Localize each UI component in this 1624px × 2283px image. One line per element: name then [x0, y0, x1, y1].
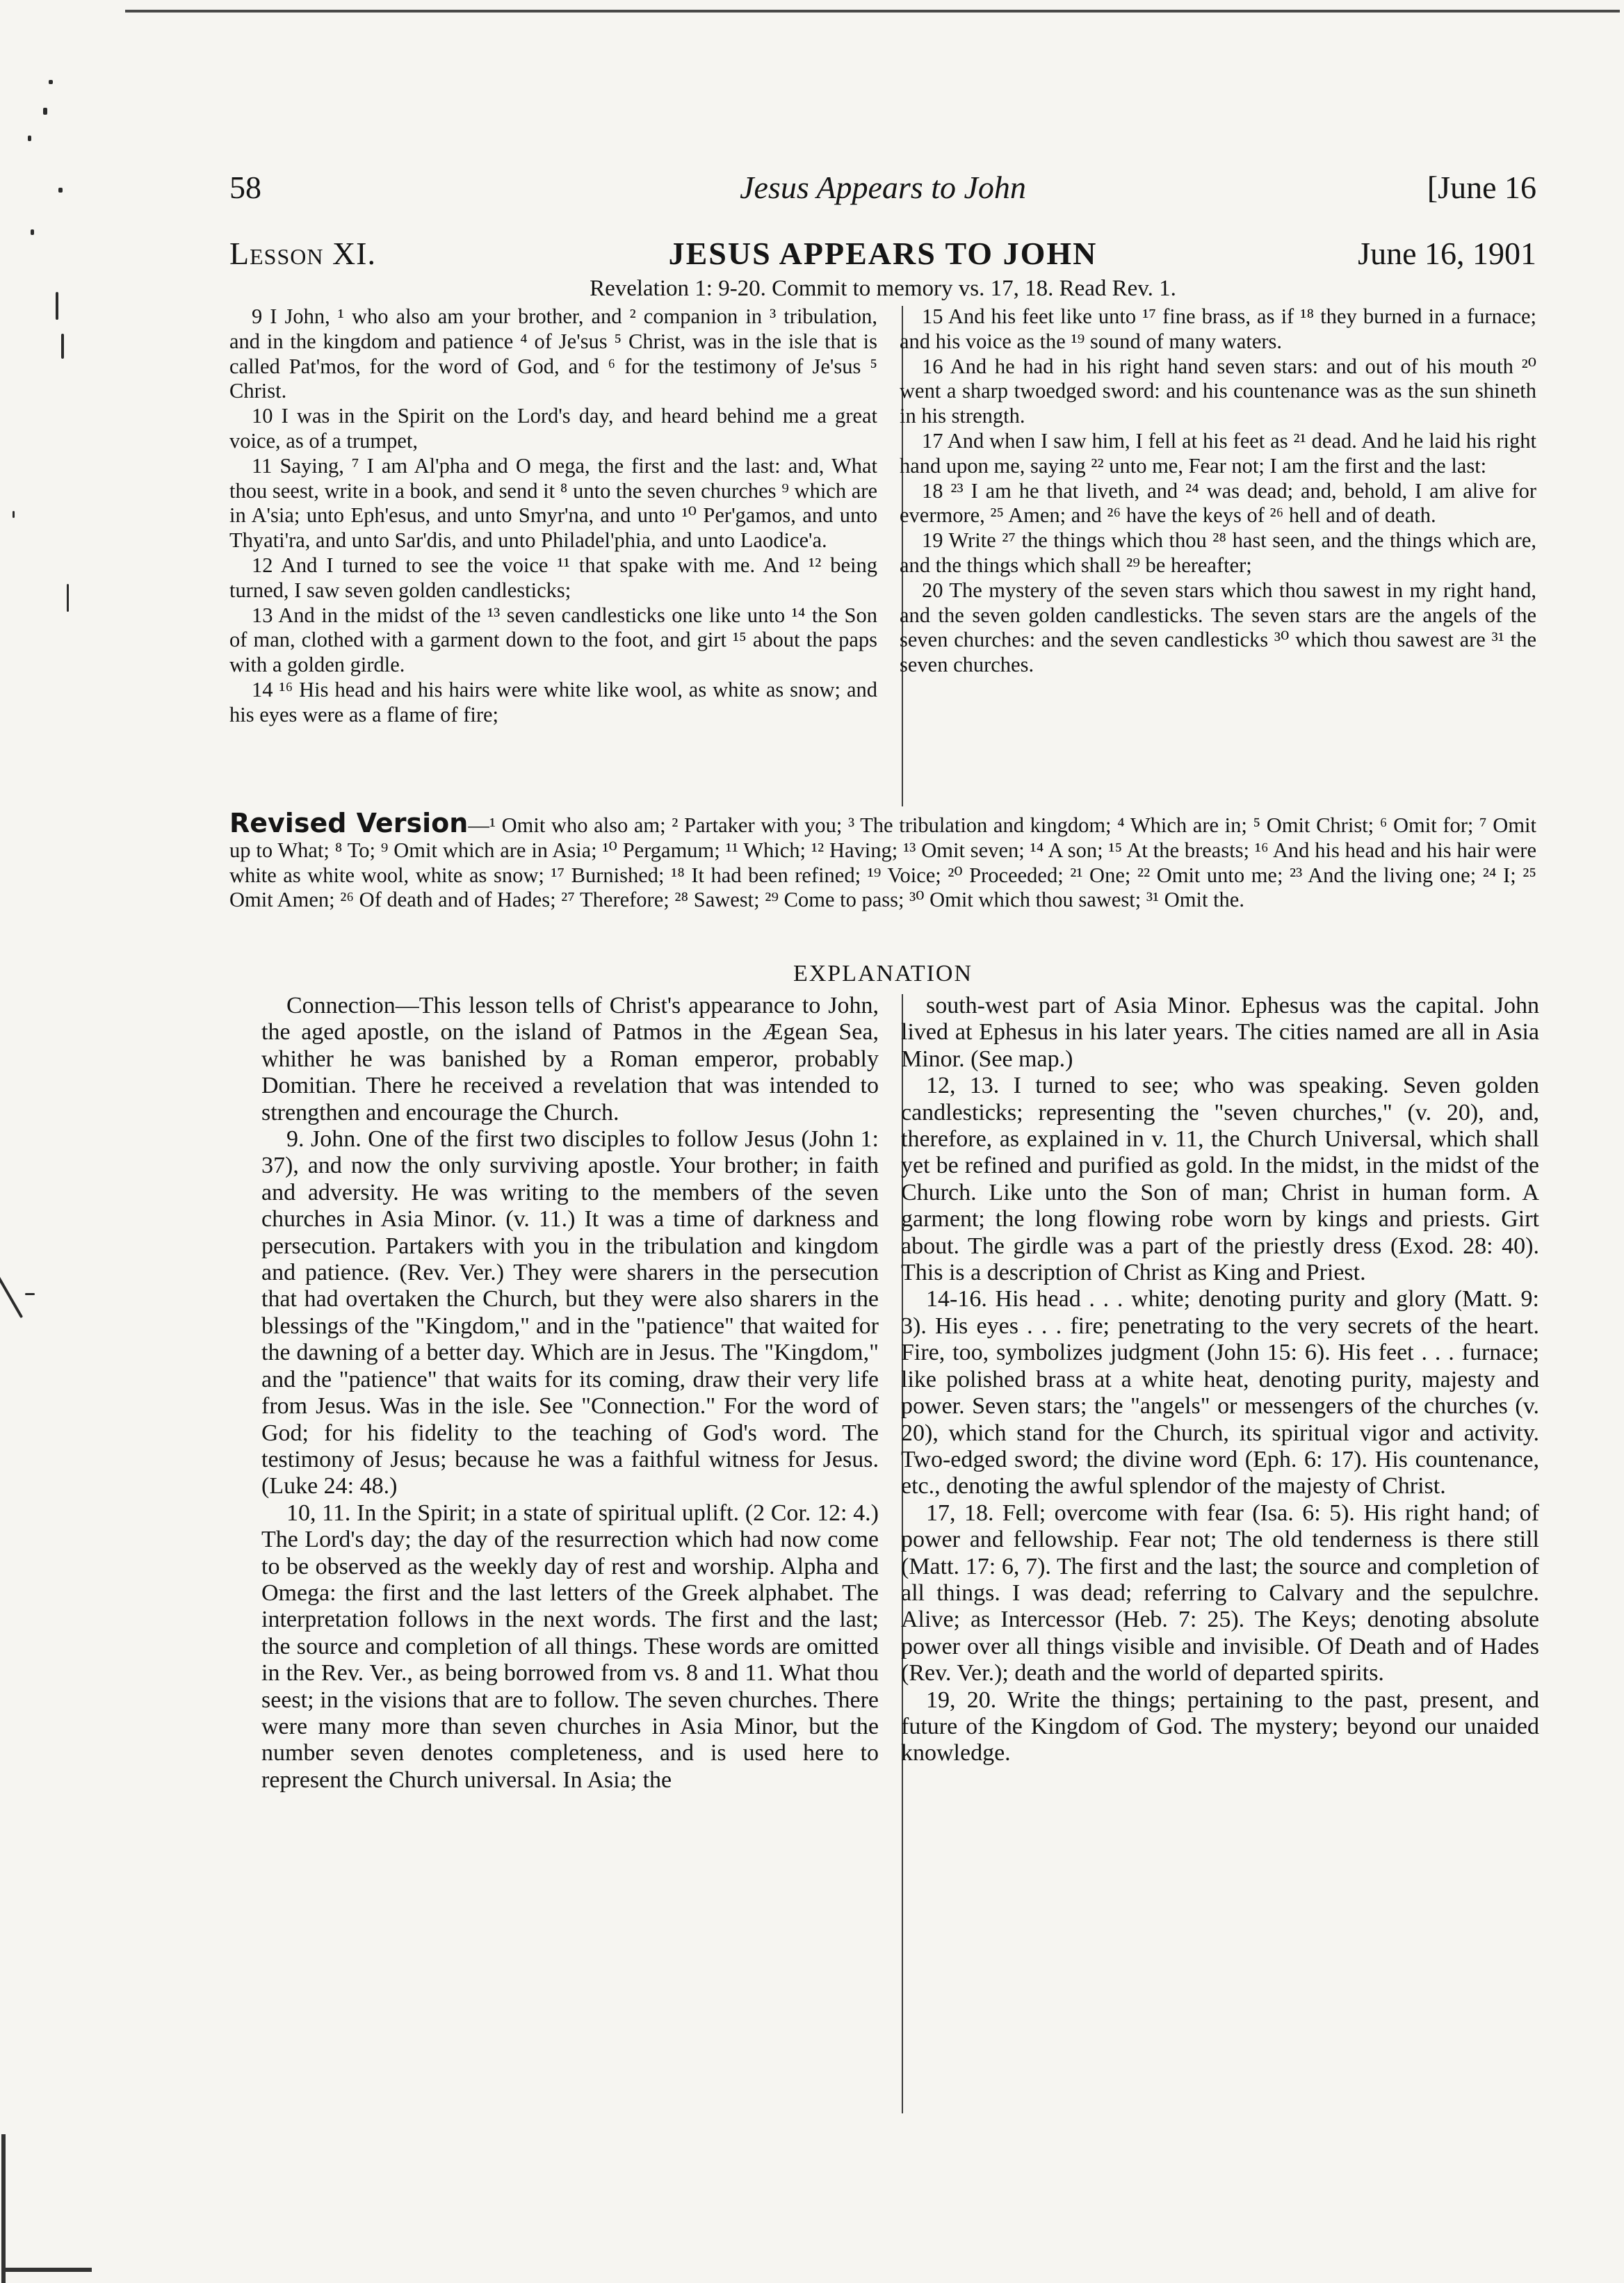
lesson-title: JESUS APPEARS TO JOHN [668, 236, 1098, 271]
verse: 10 I was in the Spirit on the Lord's day, and heard behind me a great voice, as of a trumpet, [229, 404, 877, 453]
explanation-right-column [901, 993, 1539, 1767]
scripture-left-column [229, 304, 877, 728]
binding-edge-base [1, 2268, 92, 2272]
explanation-paragraph: south-west part of Asia Minor. Ephesus was the capital. John lived at Ephesus in his later years. The cities named are all in Asia Minor. (See map.) [901, 993, 1539, 1072]
revised-version-text: —¹ Omit who also am; ² Partaker with you; ³ The tribulation and kingdom; ⁴ Which are in; ⁵ Omit Christ; ⁶ Omit for; ⁷ Omit up to What; ⁸ To; ⁹ Omit which are in Asia; ¹⁰ Pergamum; ¹¹ Which; ¹² Having; ¹³ Omit seven; ¹⁴ A son; ¹⁵ At the breasts; ¹⁶ And his head and his hair were white as white wool, white as snow; ¹⁷ Burnished; ¹⁸ It had been refined; ¹⁹ Voice; ²⁰ Proceeded; ²¹ One; ²² Omit unto me; ²³ And the living one; ²⁴ I; ²⁵ Omit Amen; ²⁶ Of death and of Hades; ²⁷ Therefore; ²⁸ Sawest; ²⁹ Come to pass; ³⁰ Omit which thou sawest; ³¹ Omit the. [229, 813, 1537, 912]
verse: 14 ¹⁶ His head and his hairs were white like wool, as white as snow; and his eyes were as a flame of fire; [229, 677, 877, 726]
verse: 19 Write ²⁷ the things which thou ²⁸ hast seen, and the things which are, and the things which shall ²⁹ be hereafter; [900, 528, 1536, 577]
verse: 11 Saying, ⁷ I am Al'pha and O mega, the first and the last: and, What thou seest, write in a book, and send it ⁸ unto the seven churches ⁹ which are in A'sia; unto Eph'esus, and unto Smyr'na, and unto ¹⁰ Per'gamos, and unto Thyati'ra, and unto Sar'dis, and unto Philadel'phia, and unto Laodice'a. [229, 453, 877, 553]
page-number: 58 [229, 170, 261, 205]
verse: 18 ²³ I am he that liveth, and ²⁴ was dead; and, behold, I am alive for evermore, ²⁵ Amen; and ²⁶ have the keys of ²⁶ hell and of death. [900, 478, 1536, 528]
running-head [229, 163, 1536, 212]
verse: 17 And when I saw him, I fell at his feet as ²¹ dead. And he laid his right hand upon me, saying ²² unto me, Fear not; I am the first and the last: [900, 428, 1536, 478]
verse: 15 And his feet like unto ¹⁷ fine brass, as if ¹⁸ they burned in a furnace; and his voice as the ¹⁹ sound of many waters. [900, 304, 1536, 353]
explanation-paragraph: 17, 18. Fell; overcome with fear (Isa. 6: 5). His right hand; of power and fellowship. Fear not; The old tenderness is there still (Matt. 17: 6, 7). The first and the last; the source and completion of all things. I was dead; referring to Calvary and the sepulchre. Alive; as Intercessor (Heb. 7: 25). The Keys; denoting absolute power over all things visible and invisible. Of Death and of Hades (Rev. Ver.); death and the world of departed spirits. [901, 1500, 1539, 1687]
lesson-heading [229, 229, 1536, 278]
explanation-paragraph: 10, 11. In the Spirit; in a state of spiritual uplift. (2 Cor. 12: 4.) The Lord's day; the day of the resurrection which had now come to be observed as the weekly day of rest and worship. Alpha and Omega: the first and the last letters of the Greek alphabet. The interpretation follows in the next words. The first and the last; the source and completion of all things. These words are omitted in the Rev. Ver., as being borrowed from vs. 8 and 11. What thou seest; in the visions that are to follow. The seven churches. There were many more than seven churches in Asia Minor, but the number seven denotes completeness, and is used here to represent the Church universal. In Asia; the [261, 1500, 879, 1793]
verse: 9 I John, ¹ who also am your brother, and ² companion in ³ tribulation, and in the kingdom and patience ⁴ of Je'sus ⁵ Christ, was in the isle that is called Pat'mos, for the word of God, and ⁶ for the testimony of Je'sus ⁵ Christ. [229, 304, 877, 403]
lesson-date: June 16, 1901 [1358, 236, 1536, 271]
explanation-heading: EXPLANATION [793, 961, 973, 986]
verse: 16 And he had in his right hand seven stars: and out of his mouth ²⁰ went a sharp twoedged sword: and his countenance was as the sun shineth in his strength. [900, 354, 1536, 428]
explanation-paragraph: 12, 13. I turned to see; who was speaking. Seven golden candlesticks; representing the "seven churches," (v. 20), and, therefore, as explained in v. 11, the Church Universal, which shall yet be refined and purified as gold. In the midst, in the midst of the Church. Like unto the Son of man; Christ in human form. A garment; the long flowing robe worn by kings and priests. Girt about. The girdle was a part of the priestly dress (Exod. 28: 40). This is a description of Christ as King and Priest. [901, 1073, 1539, 1286]
explanation-paragraph: 19, 20. Write the things; pertaining to the past, present, and future of the Kingdom of God. The mystery; beyond our unaided knowledge. [901, 1687, 1539, 1766]
explanation-left-column [261, 993, 879, 1794]
top-scan-rule [125, 10, 1620, 13]
revised-version-label: Revised Version [229, 808, 469, 838]
binding-edge [1, 2134, 6, 2283]
explanation-paragraph: 9. John. One of the first two disciples to follow Jesus (John 1: 37), and now the only surviving apostle. Your brother; in faith and adversity. He was writing to the members of the seven churches in Asia Minor. (v. 11.) It was a time of darkness and persecution. Partakers with you in the tribulation and kingdom and patience. (Rev. Ver.) They were sharers in the persecution that had overtaken the Church, but they were also sharers in the blessings of the "Kingdom," and in the "patience" that waited for the dawning of a better day. Which are in Jesus. The "Kingdom," and the "patience" that waits for its coming, draw their very life from Jesus. Was in the isle. See "Connection." For the word of God; for his fidelity to the teaching of God's word. The testimony of Jesus; because he was a faithful witness for Jesus. (Luke 24: 48.) [261, 1126, 879, 1500]
running-date: [June 16 [1427, 170, 1536, 205]
scripture-reference: Revelation 1: 9-20. Commit to memory vs. 17, 18. Read Rev. 1. [590, 276, 1176, 301]
scripture-right-column [900, 304, 1536, 678]
revised-version-notes [229, 808, 1537, 913]
running-title: Jesus Appears to John [740, 170, 1026, 205]
scan-edge-marks [0, 0, 83, 2283]
lesson-number: Lesson XI. [229, 236, 376, 271]
verse: 12 And I turned to see the voice ¹¹ that spake with me. And ¹² being turned, I saw seven golden candlesticks; [229, 553, 877, 602]
explanation-paragraph: Connection—This lesson tells of Christ's appearance to John, the aged apostle, on the island of Patmos in the Ægean Sea, whither he was banished by a Roman emperor, probably Domitian. There he received a revelation that was intended to strengthen and encourage the Church. [261, 993, 879, 1126]
verse: 13 And in the midst of the ¹³ seven candlesticks one like unto ¹⁴ the Son of man, clothed with a garment down to the foot, and girt ¹⁵ about the paps with a golden girdle. [229, 603, 877, 677]
verse: 20 The mystery of the seven stars which thou sawest in my right hand, and the seven golden candlesticks. The seven stars are the angels of the seven churches: and the seven candlesticks ³⁰ which thou sawest are ³¹ the seven churches. [900, 578, 1536, 677]
explanation-paragraph: 14-16. His head . . . white; denoting purity and glory (Matt. 9: 3). His eyes . . . fire; penetrating to the very secrets of the heart. Fire, too, symbolizes judgment (John 15: 6). His feet . . . furnace; like polished brass at a white heat, denoting purity, majesty and power. Seven stars; the "angels" or messengers of the churches (v. 20), which stand for the Church, its spiritual vigor and activity. Two-edged sword; the divine word (Eph. 6: 17). His countenance, etc., denoting the awful splendor of the majesty of Christ. [901, 1286, 1539, 1500]
